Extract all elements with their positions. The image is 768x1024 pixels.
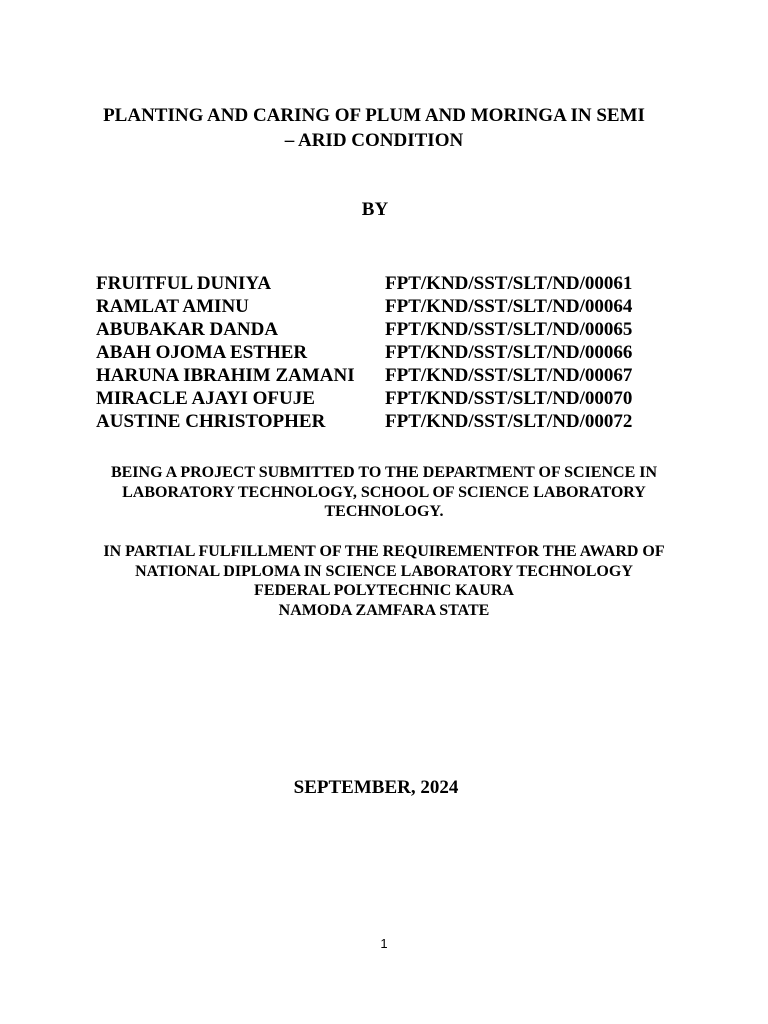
page-number: 1 (380, 936, 388, 951)
author-row (96, 318, 656, 341)
by-label: BY (361, 199, 389, 220)
title-line-2: – ARID CONDITION (284, 130, 464, 151)
fulfillment-line-1: IN PARTIAL FULFILLMENT OF THE REQUIREMENTFOR THE AWARD OF (103, 543, 665, 560)
author-row (96, 410, 656, 433)
author-name: ABUBAKAR DANDA (96, 319, 279, 340)
title-line-1: PLANTING AND CARING OF PLUM AND MORINGA IN SEMI (103, 105, 645, 126)
author-row (96, 295, 656, 318)
fulfillment-statement (80, 542, 688, 620)
author-list (96, 272, 656, 433)
submission-line-1: BEING A PROJECT SUBMITTED TO THE DEPARTMENT OF SCIENCE IN (110, 464, 658, 481)
submission-statement (80, 463, 688, 522)
author-row (96, 272, 656, 295)
document-title (60, 103, 688, 153)
author-reg-number: FPT/KND/SST/SLT/ND/00061 (385, 273, 633, 294)
institution-location: NAMODA ZAMFARA STATE (278, 601, 490, 619)
author-name: MIRACLE AJAYI OFUJE (96, 388, 315, 409)
author-name: FRUITFUL DUNIYA (96, 273, 272, 294)
author-reg-number: FPT/KND/SST/SLT/ND/00065 (385, 319, 633, 340)
submission-line-3: TECHNOLOGY. (324, 503, 444, 520)
author-row (96, 341, 656, 364)
author-reg-number: FPT/KND/SST/SLT/ND/00064 (385, 296, 633, 317)
submission-date: SEPTEMBER, 2024 (293, 777, 459, 798)
submission-line-2: LABORATORY TECHNOLOGY, SCHOOL OF SCIENCE LABORATORY (122, 483, 646, 501)
author-name: ABAH OJOMA ESTHER (96, 342, 308, 363)
institution-name: FEDERAL POLYTECHNIC KAURA (254, 582, 514, 599)
author-reg-number: FPT/KND/SST/SLT/ND/00067 (385, 365, 633, 386)
author-row (96, 364, 656, 387)
author-row (96, 387, 656, 410)
author-name: AUSTINE CHRISTOPHER (96, 411, 326, 432)
author-name: HARUNA IBRAHIM ZAMANI (96, 365, 355, 386)
author-reg-number: FPT/KND/SST/SLT/ND/00070 (385, 388, 633, 409)
author-name: RAMLAT AMINU (96, 296, 249, 317)
author-reg-number: FPT/KND/SST/SLT/ND/00072 (385, 411, 633, 432)
author-reg-number: FPT/KND/SST/SLT/ND/00066 (385, 342, 633, 363)
fulfillment-line-2: NATIONAL DIPLOMA IN SCIENCE LABORATORY TECHNOLOGY (135, 562, 633, 580)
